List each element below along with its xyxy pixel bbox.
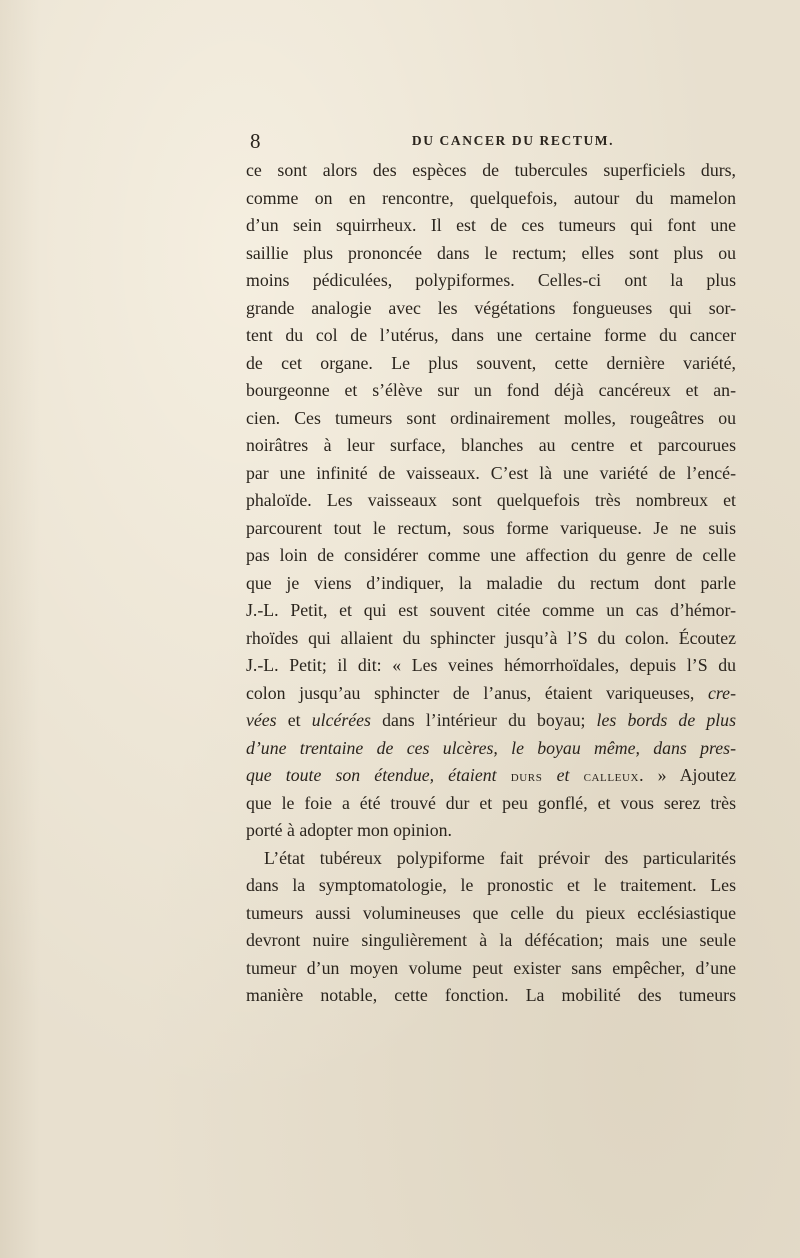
text-run: tent du col de l’utérus, dans une certaine forme du cancer <box>246 325 736 345</box>
text-run: J.-L. Petit, et qui est souvent citée comme un cas d’hémor- <box>246 600 736 620</box>
italic-run: vées <box>246 710 277 730</box>
running-title: DU CANCER DU RECTUM. <box>411 133 615 148</box>
text-line <box>246 377 736 405</box>
text-run: rhoïdes qui allaient du sphincter jusqu’à l’S du colon. Écoutez <box>246 627 736 648</box>
page-header <box>250 128 736 154</box>
text-line <box>246 405 736 433</box>
text-run: pas loin de considérer comme une affection du genre de celle <box>246 545 736 565</box>
text-line <box>246 652 736 680</box>
text-line <box>246 790 736 818</box>
italic-run: que toute son étendue, étaient <box>246 765 511 785</box>
text-run: et <box>276 710 312 730</box>
text-run: que je viens d’indiquer, la maladie du rectum dont parle <box>246 572 736 593</box>
text-run: dans l’intérieur du boyau; <box>370 710 597 730</box>
text-run: noirâtres à leur surface, blanches au centre et parcourues <box>246 435 736 455</box>
text-line <box>246 680 736 708</box>
text-run: bourgeonne et s’élève sur un fond déjà cancéreux et an- <box>246 380 736 400</box>
text-run: comme on en rencontre, quelquefois, autour du mamelon <box>246 187 736 208</box>
text-line <box>246 267 736 295</box>
body-text <box>246 157 736 1010</box>
text-line <box>246 295 736 323</box>
small-caps-run: durs <box>510 769 543 785</box>
text-run: moins pédiculées, polypiformes. Celles-ci ont la plus <box>246 270 736 290</box>
italic-run: d’une trentaine de ces ulcères, le boyau même, dans pres- <box>246 737 736 758</box>
text-line <box>246 185 736 213</box>
text-line <box>246 570 736 598</box>
text-run: saillie plus prononcée dans le rectum; elles sont plus ou <box>246 242 736 263</box>
text-run: grande analogie avec les végétations fongueuses qui sor- <box>246 297 736 318</box>
text-run: tumeurs aussi volumineuses que celle du pieux ecclésiastique <box>246 902 736 923</box>
small-caps-run: calleux <box>583 769 640 785</box>
text-run: devront nuire singulièrement à la défécation; mais une seule <box>246 930 736 950</box>
text-line <box>246 157 736 185</box>
text-line <box>246 845 736 873</box>
text-line <box>246 735 736 763</box>
page-number: 8 <box>250 129 261 153</box>
italic-run: et <box>556 765 570 785</box>
text-run: manière notable, cette fonction. La mobilité des tumeurs <box>246 985 736 1005</box>
text-line <box>246 515 736 543</box>
text-run: que le foie a été trouvé dur et peu gonflé, et vous serez très <box>246 792 736 813</box>
text-line <box>246 955 736 983</box>
text-line <box>246 982 736 1010</box>
text-line <box>246 762 736 790</box>
text-line <box>246 707 736 735</box>
text-line <box>246 597 736 625</box>
text-run <box>569 765 583 785</box>
text-run: dans la symptomatologie, le pronostic et le traitement. Les <box>246 875 736 895</box>
italic-run: les bords de plus <box>596 710 736 730</box>
text-line <box>246 872 736 900</box>
text-run: ce sont alors des espèces de tubercules superficiels durs, <box>246 160 736 180</box>
text-line <box>246 432 736 460</box>
text-run: J.-L. Petit; il dit: « Les veines hémorrhoïdales, depuis l’S du <box>246 655 736 675</box>
text-line <box>246 817 736 845</box>
text-line <box>246 240 736 268</box>
text-run: phaloïde. Les vaisseaux sont quelquefois très nombreux et <box>246 490 736 510</box>
text-line <box>246 487 736 515</box>
text-run: porté à adopter mon opinion. <box>246 820 452 840</box>
text-run <box>542 765 556 785</box>
text-line <box>246 350 736 378</box>
text-line <box>246 212 736 240</box>
text-run: d’un sein squirrheux. Il est de ces tumeurs qui font une <box>246 215 736 235</box>
text-line <box>246 927 736 955</box>
text-run: colon jusqu’au sphincter de l’anus, étaient variqueuses, <box>246 682 709 703</box>
italic-run: cre- <box>708 682 736 703</box>
text-run: L’état tubéreux polypiforme fait prévoir des particularités <box>264 847 736 868</box>
text-line <box>246 542 736 570</box>
italic-run: ulcérées <box>311 710 371 730</box>
text-run: tumeur d’un moyen volume peut exister sans empêcher, d’une <box>246 957 736 978</box>
text-run: par une infinité de vaisseaux. C’est là une variété de l’encé- <box>246 462 736 483</box>
text-line <box>246 625 736 653</box>
text-run: de cet organe. Le plus souvent, cette dernière variété, <box>246 352 736 373</box>
text-line <box>246 460 736 488</box>
text-run: cien. Ces tumeurs sont ordinairement molles, rougeâtres ou <box>246 407 736 428</box>
text-line <box>246 900 736 928</box>
text-run: parcourent tout le rectum, sous forme variqueuse. Je ne suis <box>246 517 736 538</box>
text-run: . » Ajoutez <box>639 765 736 785</box>
text-line <box>246 322 736 350</box>
